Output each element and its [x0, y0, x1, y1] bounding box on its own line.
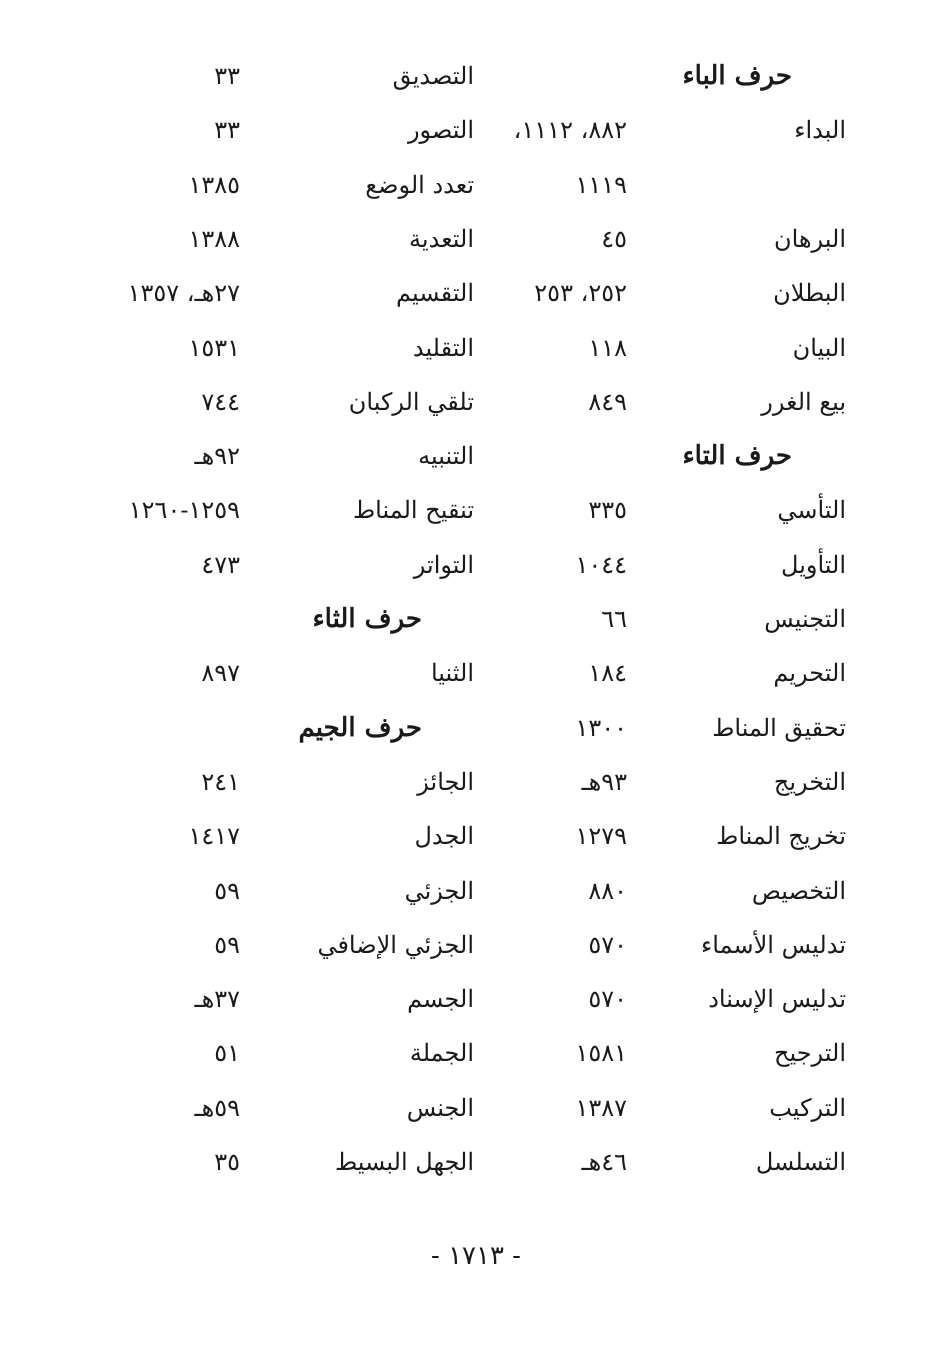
index-term: الجملة	[409, 1039, 474, 1068]
index-term: تدليس الأسماء	[701, 930, 846, 959]
index-pages: ١٤١٧	[188, 822, 240, 851]
index-entry	[0, 871, 952, 925]
index-pages: ١٥٨١	[575, 1039, 627, 1068]
section-header: حرف الجيم	[298, 712, 422, 743]
index-pages: ٥٩	[214, 876, 240, 905]
index-pages: ١٣٨٨	[188, 224, 240, 253]
index-term: التصور	[407, 116, 474, 145]
index-pages: ٧٤٤	[201, 387, 240, 416]
index-pages: ٤٦هـ	[581, 1148, 627, 1176]
index-entry	[0, 219, 952, 273]
index-pages: ١٨٤	[588, 659, 627, 688]
index-pages: ٣٣	[214, 116, 240, 145]
index-entry	[0, 1033, 952, 1087]
index-entry	[0, 56, 952, 110]
index-entry	[0, 490, 952, 544]
index-pages: ١٢٥٩-١٢٦٠	[128, 496, 240, 525]
index-term: البطلان	[773, 279, 846, 308]
index-term: التصديق	[392, 62, 474, 90]
index-term: الجزئي الإضافي	[317, 930, 474, 959]
index-term: التقليد	[412, 333, 474, 362]
index-term: التنبيه	[418, 442, 474, 471]
index-entry	[0, 979, 952, 1033]
index-term: تحقيق المناط	[712, 713, 846, 742]
index-term: البيان	[792, 333, 846, 362]
index-pages: ٥٩هـ	[194, 1093, 240, 1122]
index-term: تعدد الوضع	[365, 170, 474, 199]
index-entry	[0, 545, 952, 599]
index-term: التعدية	[409, 224, 474, 253]
index-pages: ٣٣٥	[588, 496, 627, 525]
index-term: الثنيا	[430, 659, 474, 688]
index-pages: ١٥٣١	[188, 333, 240, 362]
index-term: تنقيح المناط	[352, 496, 474, 525]
index-pages: ١٢٧٩	[575, 822, 627, 851]
index-pages: ٨٨٢، ١١١٢،	[513, 116, 627, 145]
index-pages: ٤٧٣	[201, 550, 240, 579]
index-pages: ٩٣هـ	[581, 767, 627, 796]
index-term: التأسي	[777, 496, 846, 525]
index-term: التركيب	[769, 1093, 846, 1122]
index-pages: ١٠٤٤	[575, 550, 627, 579]
index-pages: ٣٧هـ	[194, 985, 240, 1014]
index-pages: ٥٩	[214, 930, 240, 959]
index-pages: ٨٨٠	[588, 876, 627, 905]
index-pages: ٤٥	[601, 224, 627, 253]
section-header: حرف التاء	[682, 441, 792, 472]
index-entry	[0, 165, 952, 219]
section-header-row	[0, 599, 952, 653]
section-header: حرف الثاء	[312, 604, 422, 634]
index-pages: ٢٥٢، ٢٥٣	[534, 279, 627, 308]
index-pages: ٥٧٠	[588, 930, 627, 959]
index-term: الجنس	[406, 1093, 474, 1122]
index-term: البرهان	[773, 224, 846, 253]
index-entry	[0, 382, 952, 436]
index-entry	[0, 328, 952, 382]
index-term: بيع الغرر	[761, 387, 846, 416]
index-pages: ٨٩٧	[201, 659, 240, 688]
index-pages: ١٣٠٠	[575, 713, 627, 742]
index-term: التخريج	[773, 767, 846, 796]
index-pages: ١١١٩	[575, 170, 627, 199]
index-entry	[0, 816, 952, 870]
index-entry	[0, 436, 952, 490]
index-term: تخريج المناط	[716, 822, 846, 851]
index-term: التخصيص	[751, 876, 846, 905]
index-term: التواتر	[413, 550, 474, 579]
index-pages: ٢٤١	[201, 767, 240, 796]
index-pages: ٣٣	[214, 62, 240, 90]
index-pages: ١١٨	[588, 333, 627, 362]
index-term: الجزئي	[404, 876, 474, 905]
index-pages: ٩٢هـ	[194, 442, 240, 471]
index-pages: ٥٧٠	[588, 985, 627, 1014]
index-term: الجائز	[417, 767, 474, 796]
index-term: الجهل البسيط	[335, 1148, 474, 1176]
index-term: الترجيح	[773, 1039, 846, 1068]
index-term: تدليس الإسناد	[708, 985, 846, 1014]
index-pages: ١٣٨٧	[575, 1093, 627, 1122]
index-entry	[0, 273, 952, 327]
index-entry	[0, 925, 952, 979]
index-term: التسلسل	[755, 1148, 846, 1176]
index-term: التجنيس	[764, 605, 846, 633]
index-term: التأويل	[781, 550, 846, 579]
index-entry	[0, 1088, 952, 1142]
index-pages: ٢٧هـ، ١٣٥٧	[127, 279, 240, 308]
page-number: - ١٧١٣ -	[431, 1241, 521, 1271]
index-term: الجدل	[414, 822, 474, 851]
index-pages: ٨٤٩	[588, 387, 627, 416]
index-term: التقسيم	[396, 279, 474, 308]
section-header-row	[0, 708, 952, 762]
index-term: البداء	[794, 116, 846, 145]
section-header: حرف الباء	[682, 61, 792, 91]
index-entry	[0, 110, 952, 164]
index-entry	[0, 1142, 952, 1196]
index-term: الجسم	[407, 985, 474, 1014]
index-term: تلقي الركبان	[348, 387, 474, 416]
index-term: التحريم	[773, 659, 846, 688]
index-entry	[0, 653, 952, 707]
index-pages: ٣٥	[214, 1148, 240, 1176]
index-pages: ١٣٨٥	[188, 170, 240, 199]
index-pages: ٥١	[214, 1039, 240, 1068]
index-entry	[0, 762, 952, 816]
index-pages: ٦٦	[601, 605, 627, 633]
